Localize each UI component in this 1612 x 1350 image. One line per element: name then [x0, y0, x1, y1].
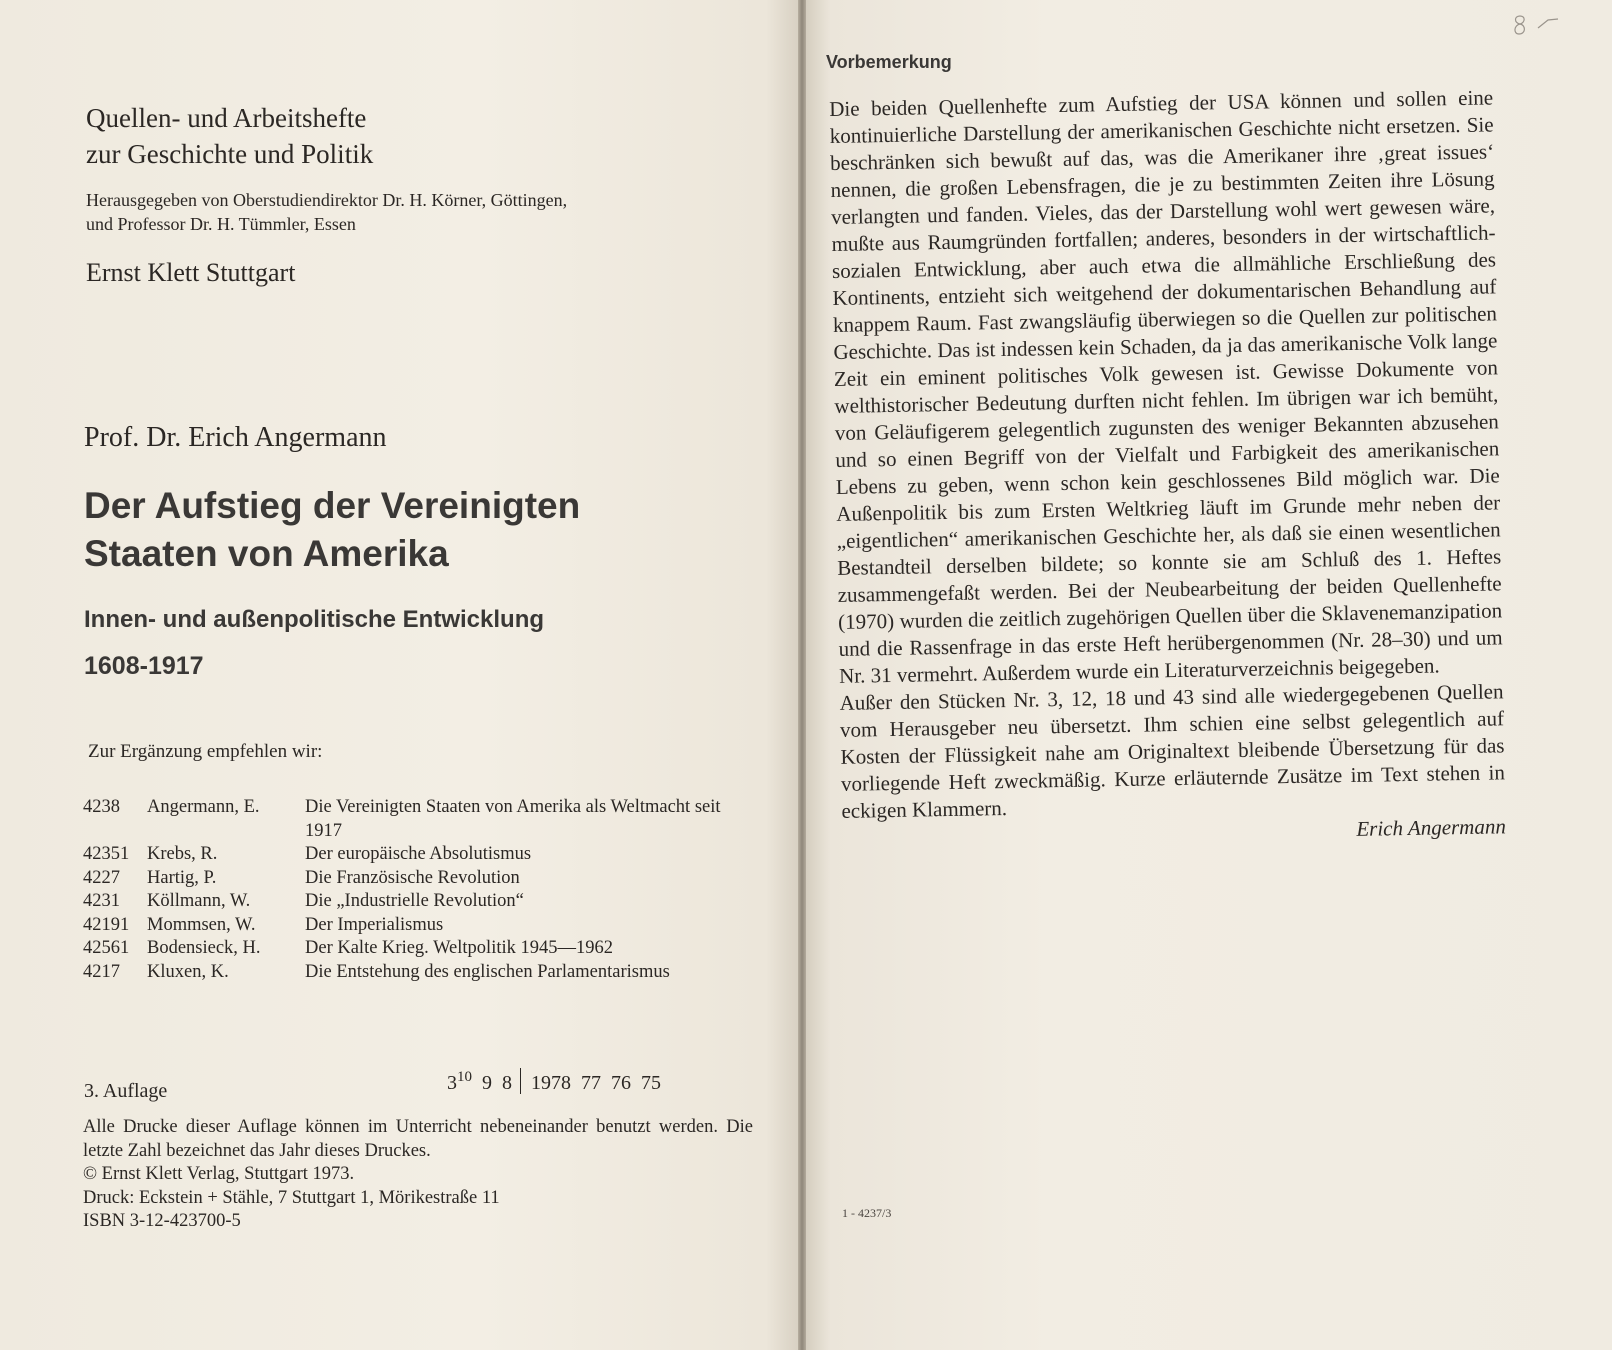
- rec-author: Köllmann, W.: [147, 891, 251, 911]
- rec-number: 42351: [83, 844, 130, 864]
- rec-number: 4238: [83, 797, 120, 817]
- book-gutter: [798, 0, 806, 1350]
- publisher: Ernst Klett Stuttgart: [86, 258, 296, 287]
- series-title-line: zur Geschichte und Politik: [86, 139, 374, 169]
- book-title-line: Der Aufstieg der Vereinigten: [84, 485, 581, 526]
- printer-line: Druck: Eckstein + Stähle, 7 Stuttgart 1, Mörikestraße 11: [83, 1187, 500, 1208]
- rec-title: Die Entstehung des englischen Parlamentarismus: [305, 961, 670, 982]
- rec-number: 42561: [83, 938, 130, 958]
- recommendation-row: [83, 937, 763, 961]
- rec-title: Die Französische Revolution: [305, 867, 520, 888]
- rec-title: Der Imperialismus: [305, 914, 444, 935]
- rec-number: 42191: [83, 914, 130, 935]
- book-author: Prof. Dr. Erich Angermann: [84, 422, 387, 453]
- series-title-line: Quellen- und Arbeitshefte: [86, 103, 367, 133]
- pencil-mark-icon: [1508, 10, 1568, 40]
- left-page: [0, 0, 798, 1350]
- rec-number: 4217: [83, 961, 120, 982]
- preface-paragraph: Außer den Stücken Nr. 3, 12, 18 und 43 sind alle wiedergegebenen Quellen vom Herausgeber neu übersetzt. Ihm schien eine selbst gelegentlich auf Kosten der Flüssigkeit nahe am Originaltext bleibende Übersetzung für das vorliegende Heft zweckmäßig. Kurze erläuternde Zusätze im Text stehen in eckigen Klammern.: [839, 679, 1506, 823]
- recommendation-row: [83, 961, 763, 985]
- printing-year: 77: [581, 1072, 601, 1094]
- printing-year: 76: [611, 1072, 631, 1094]
- editors-line: und Professor Dr. H. Tümmler, Essen: [86, 214, 356, 234]
- rec-author: Mommsen, W.: [147, 914, 256, 935]
- rec-number: 4231: [83, 891, 120, 911]
- book-years: 1608-1917: [84, 652, 204, 680]
- printing-number: 8: [502, 1072, 512, 1094]
- editors-line: Herausgegeben von Oberstudiendirektor Dr. H. Körner, Göttingen,: [86, 190, 568, 210]
- recommendation-row: [83, 843, 763, 867]
- rec-author: Hartig, P.: [147, 867, 217, 888]
- recommend-label: Zur Ergänzung empfehlen wir:: [88, 741, 323, 762]
- recommendation-list: [83, 796, 763, 984]
- rec-author: Krebs, R.: [147, 844, 218, 864]
- rec-title: Die „Industrielle Revolution“: [305, 891, 524, 911]
- isbn-line: ISBN 3-12-423700-5: [83, 1211, 241, 1231]
- preface-paragraph: Die beiden Quellenhefte zum Aufstieg der USA können und sollen eine kontinuierliche Darstellung der amerikanischen Geschichte nicht ersetzen. Sie beschränken sich bewußt auf das, was die Amerikaner ihre ‚great issues‘ nennen, die großen Lebensfragen, die je zu bestimmten Zeiten ihre Lösung verlangten und fanden. Vieles, das der Darstellung wohl wert gewesen wäre, mußte aus Raumgründen fortfallen; anderes, besonders in der wirtschaftlich-sozialen Entwicklung, aber auch etwa die allmähliche Erschließung des Kontinents, entzieht sich weitgehend der dokumentarischen Behandlung auf knappem Raum. Fast zwangsläufig überwiegen so die Quellen zur politischen Geschichte. Das ist indessen kein Schaden, da ja das amerikanische Volk lange Zeit ein eminent politisches Volk gewesen ist. Gewisse Dokumente von welthistorischer Bedeutung durften nicht fehlen. Im übrigen war ich bemüht, von Geläufigerem gelegentlich zugunsten des weniger Bekannten abzusehen und so einen Begriff von der Vielfalt und Farbigkeit des amerikanischen Lebens zu geben, wenn schon kein geschlossenes Bild möglich war. Die Außenpolitik bis zum Ersten Weltkrieg läuft im Grunde mehr neben der „eigentlichen“ amerikanischen Geschichte her, als daß sie einen wesentlichen Bestandteil derselben bildete; so konnte sie am Schluß des 1. Heftes zusammengefaßt werden. Bei der Neubearbeitung der beiden Quellenhefte (1970) wurden die zeitlich zugehörigen Quellen über die Sklavenemanzipation und die Rassenfrage in das erste Heft herübergenommen (Nr. 28–30) und um Nr. 31 vermehrt. Außerdem wurde ein Literaturverzeichnis beigegeben.: [829, 85, 1503, 688]
- printing-year: 1978: [531, 1072, 571, 1094]
- preface-body: [829, 84, 1506, 851]
- printing-sequence: [447, 1068, 747, 1098]
- recommendation-row: [83, 914, 763, 938]
- page-code: 1 - 4237/3: [842, 1206, 892, 1220]
- preface-signature: Erich Angermann: [1356, 814, 1507, 841]
- printing-base: 3: [447, 1072, 457, 1094]
- preface-heading: Vorbemerkung: [826, 52, 952, 72]
- rec-title: Die Vereinigten Staaten von Amerika als Weltmacht seit 1917: [305, 797, 721, 841]
- book-subtitle: Innen- und außenpolitische Entwicklung: [84, 606, 545, 633]
- rec-author: Angermann, E.: [147, 797, 260, 817]
- recommendation-row: [83, 890, 763, 914]
- imprint-note: Alle Drucke dieser Auflage können im Unterricht nebeneinander benutzt werden. Die letzte Zahl bezeichnet das Jahr dieses Druckes.: [83, 1117, 753, 1161]
- series-title: [86, 100, 726, 172]
- recommendation-row: [83, 867, 763, 891]
- editors-note: [86, 188, 726, 236]
- book-title: [84, 482, 744, 578]
- rec-title: Der europäische Absolutismus: [305, 844, 532, 864]
- book-title-line: Staaten von Amerika: [84, 533, 449, 574]
- imprint: [83, 1116, 753, 1234]
- recommendation-row: [83, 796, 763, 843]
- printing-divider: [520, 1068, 521, 1094]
- edition-label: 3. Auflage: [84, 1080, 168, 1102]
- printing-number: 9: [482, 1072, 492, 1094]
- copyright-line: © Ernst Klett Verlag, Stuttgart 1973.: [83, 1164, 355, 1184]
- printing-number: 10: [457, 1069, 472, 1085]
- rec-author: Bodensieck, H.: [147, 938, 261, 958]
- printing-year: 75: [641, 1072, 661, 1094]
- rec-author: Kluxen, K.: [147, 961, 229, 982]
- rec-number: 4227: [83, 867, 120, 888]
- rec-title: Der Kalte Krieg. Weltpolitik 1945—1962: [305, 938, 613, 958]
